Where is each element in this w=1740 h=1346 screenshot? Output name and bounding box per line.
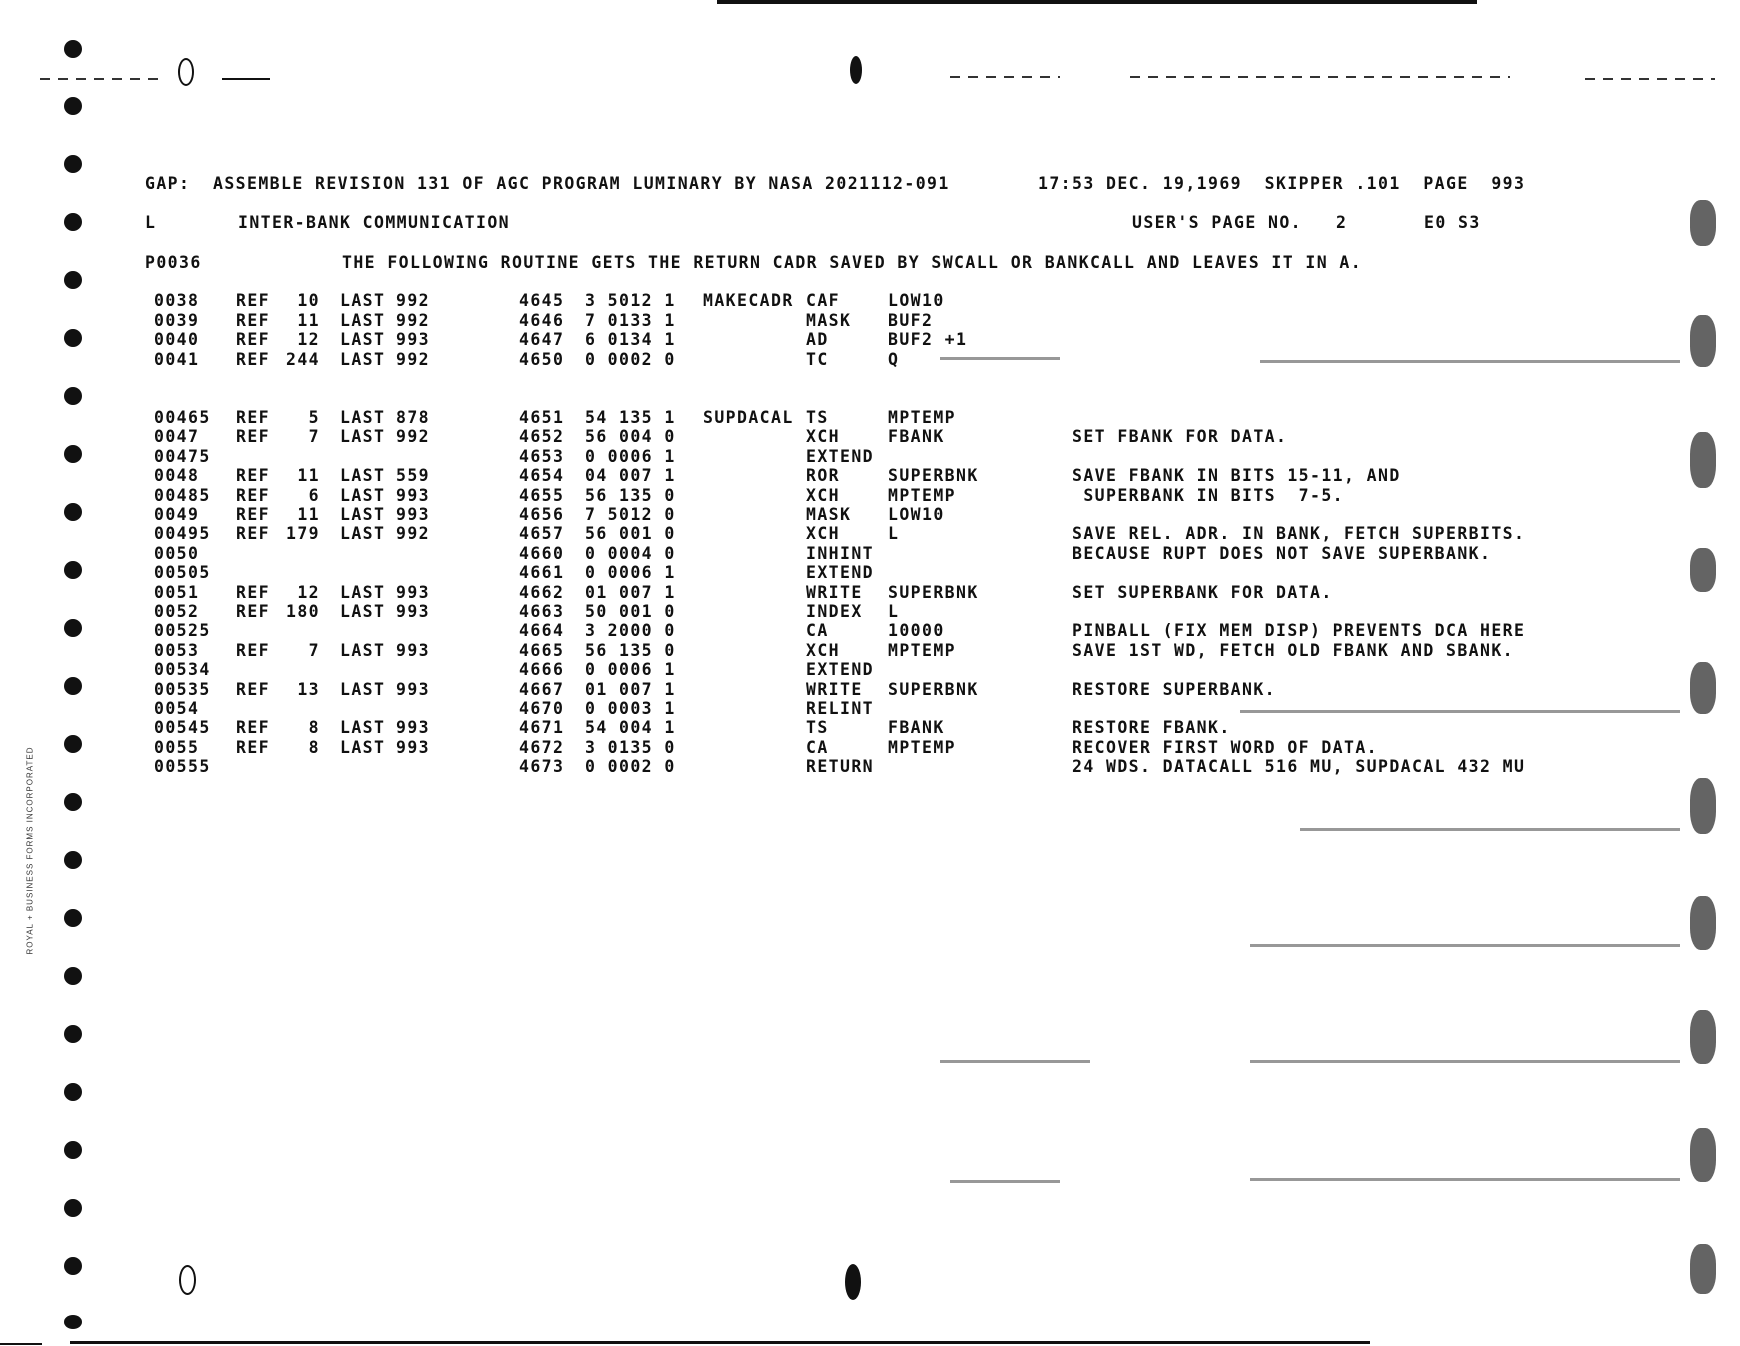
- line-number: 0049: [154, 505, 200, 524]
- address: 4664: [519, 621, 565, 641]
- operand: L: [888, 524, 900, 544]
- address: 4662: [519, 582, 565, 602]
- operand: SUPERBNK: [888, 679, 979, 699]
- comment: SAVE 1ST WD, FETCH OLD FBANK AND SBANK.: [1072, 640, 1515, 660]
- address: 4650: [519, 349, 565, 369]
- operand: MPTEMP: [888, 485, 957, 505]
- ref-count: 12: [297, 330, 320, 349]
- listing-row: [0, 408, 1740, 428]
- last-page: 992: [396, 349, 431, 369]
- registration-mark-top-left: [178, 58, 194, 86]
- machine-code: 56 135 0: [585, 640, 676, 660]
- operand: FBANK: [888, 427, 945, 447]
- ref-keyword: REF: [236, 718, 271, 738]
- machine-code: 3 0135 0: [585, 737, 676, 757]
- last-keyword: LAST: [340, 602, 386, 621]
- line-number: 0048: [154, 466, 200, 486]
- ref-keyword: REF: [236, 291, 271, 310]
- listing-row: [0, 524, 1740, 544]
- binder-hole: [64, 793, 82, 811]
- last-keyword: LAST: [340, 408, 386, 427]
- operand: MPTEMP: [888, 640, 957, 660]
- comment: PINBALL (FIX MEM DISP) PREVENTS DCA HERE: [1072, 621, 1526, 641]
- last-keyword: LAST: [340, 640, 386, 660]
- binder-hole: [64, 851, 82, 869]
- listing-row: [0, 563, 1740, 583]
- opcode: RETURN: [806, 757, 875, 777]
- last-page: 993: [396, 485, 431, 505]
- opcode: EXTEND: [806, 446, 875, 466]
- opcode: CA: [806, 621, 829, 641]
- opcode: ROR: [806, 466, 841, 486]
- line-number: 0041: [154, 349, 200, 369]
- listing-row: [0, 544, 1740, 564]
- comment: SUPERBANK IN BITS 7-5.: [1072, 485, 1345, 505]
- top-rule: [717, 0, 1477, 4]
- binder-hole: [64, 1025, 82, 1043]
- machine-code: 0 0002 0: [585, 757, 676, 777]
- opcode: CA: [806, 737, 829, 757]
- machine-code: 04 007 1: [585, 466, 676, 486]
- last-page: 993: [396, 330, 431, 349]
- section-title: INTER-BANK COMMUNICATION: [238, 213, 511, 232]
- symbol-label: SUPDACAL: [703, 408, 794, 427]
- tear-line-5: [1585, 78, 1715, 80]
- address: 4671: [519, 718, 565, 738]
- address: 4661: [519, 563, 565, 583]
- p-line-number: P0036: [145, 253, 202, 272]
- operand: MPTEMP: [888, 408, 957, 427]
- scan-smudge: [1690, 200, 1716, 246]
- machine-code: 50 001 0: [585, 602, 676, 621]
- comment: RECOVER FIRST WORD OF DATA.: [1072, 737, 1379, 757]
- last-page: 559: [396, 466, 431, 486]
- last-page: 993: [396, 737, 431, 757]
- opcode: WRITE: [806, 582, 863, 602]
- binder-hole: [64, 1199, 82, 1217]
- registration-mark-bottom-center: [845, 1264, 861, 1300]
- ref-count: 5: [308, 408, 320, 427]
- comment: RESTORE SUPERBANK.: [1072, 679, 1277, 699]
- comment: BECAUSE RUPT DOES NOT SAVE SUPERBANK.: [1072, 543, 1492, 563]
- machine-code: 0 0006 1: [585, 660, 676, 680]
- opcode: INHINT: [806, 543, 875, 563]
- eo-code: E0 S3: [1424, 213, 1481, 232]
- line-number: 0038: [154, 291, 200, 310]
- routine-description: THE FOLLOWING ROUTINE GETS THE RETURN CADR SAVED BY SWCALL OR BANKCALL AND LEAVES IT IN A.: [342, 253, 1363, 272]
- last-keyword: LAST: [340, 679, 386, 699]
- last-page: 992: [396, 291, 431, 310]
- ref-keyword: REF: [236, 602, 271, 621]
- last-page: 992: [396, 310, 431, 330]
- operand: SUPERBNK: [888, 582, 979, 602]
- opcode: CAF: [806, 291, 841, 310]
- machine-code: 3 5012 1: [585, 291, 676, 310]
- comment: RESTORE FBANK.: [1072, 718, 1231, 738]
- users-page-number: USER'S PAGE NO. 2: [1132, 213, 1348, 232]
- address: 4673: [519, 757, 565, 777]
- ref-count: 180: [285, 602, 320, 621]
- comment: SAVE FBANK IN BITS 15-11, AND: [1072, 466, 1401, 486]
- ref-keyword: REF: [236, 408, 271, 427]
- ref-keyword: REF: [236, 679, 271, 699]
- binder-hole: [64, 967, 82, 985]
- opcode: EXTEND: [806, 563, 875, 583]
- listing-row: [0, 641, 1740, 661]
- margin-text: ROYAL + BUSINESS FORMS INCORPORATED: [25, 746, 35, 955]
- listing-row: [0, 583, 1740, 603]
- ref-count: 244: [285, 349, 320, 369]
- ref-count: 8: [308, 737, 320, 757]
- address: 4672: [519, 737, 565, 757]
- operand: BUF2: [888, 310, 934, 330]
- comment: SET FBANK FOR DATA.: [1072, 427, 1288, 447]
- address: 4655: [519, 485, 565, 505]
- scan-smudge: [1690, 778, 1716, 834]
- binder-hole: [64, 40, 82, 58]
- opcode: XCH: [806, 640, 841, 660]
- operand: 10000: [888, 621, 945, 641]
- line-number: 00495: [154, 524, 211, 544]
- machine-code: 54 135 1: [585, 408, 676, 427]
- last-keyword: LAST: [340, 466, 386, 486]
- ref-count: 11: [297, 505, 320, 524]
- opcode: XCH: [806, 427, 841, 447]
- scan-noise: [1250, 1060, 1680, 1063]
- comment: SET SUPERBANK FOR DATA.: [1072, 582, 1333, 602]
- address: 4665: [519, 640, 565, 660]
- listing-row: [0, 427, 1740, 447]
- operand: MPTEMP: [888, 737, 957, 757]
- ref-keyword: REF: [236, 505, 271, 524]
- listing-row: [0, 660, 1740, 680]
- line-number: 0040: [154, 330, 200, 349]
- listing-row: [0, 330, 1740, 350]
- listing-row: [0, 738, 1740, 758]
- binder-hole: [64, 1315, 82, 1329]
- opcode: TC: [806, 349, 829, 369]
- binder-hole: [64, 213, 82, 231]
- address: 4660: [519, 543, 565, 563]
- address: 4663: [519, 602, 565, 621]
- last-keyword: LAST: [340, 737, 386, 757]
- listing-row: [0, 505, 1740, 525]
- operand: FBANK: [888, 718, 945, 738]
- line-number: 00485: [154, 485, 211, 505]
- listing-row: [0, 447, 1740, 467]
- ref-keyword: REF: [236, 582, 271, 602]
- line-number: 00525: [154, 621, 211, 641]
- last-keyword: LAST: [340, 485, 386, 505]
- binder-hole: [64, 909, 82, 927]
- tear-line: [40, 78, 160, 80]
- last-keyword: LAST: [340, 349, 386, 369]
- opcode: WRITE: [806, 679, 863, 699]
- last-page: 878: [396, 408, 431, 427]
- last-keyword: LAST: [340, 718, 386, 738]
- address: 4656: [519, 505, 565, 524]
- ref-count: 7: [308, 427, 320, 447]
- listing-timestamp: 17:53 DEC. 19,1969 SKIPPER .101 PAGE 993: [1038, 174, 1526, 193]
- opcode: INDEX: [806, 602, 863, 621]
- last-page: 993: [396, 640, 431, 660]
- ref-keyword: REF: [236, 737, 271, 757]
- line-number: 00475: [154, 446, 211, 466]
- opcode: RELINT: [806, 699, 875, 718]
- binder-hole: [64, 97, 82, 115]
- address: 4670: [519, 699, 565, 718]
- line-number: 00534: [154, 660, 211, 680]
- listing-title: GAP: ASSEMBLE REVISION 131 OF AGC PROGRAM LUMINARY BY NASA 2021112-091: [145, 174, 950, 193]
- machine-code: 01 007 1: [585, 679, 676, 699]
- address: 4647: [519, 330, 565, 349]
- listing-row: [0, 680, 1740, 700]
- ref-count: 13: [297, 679, 320, 699]
- address: 4666: [519, 660, 565, 680]
- last-page: 993: [396, 505, 431, 524]
- scan-smudge: [1690, 1010, 1716, 1064]
- listing-row: [0, 757, 1740, 777]
- scan-smudge: [1690, 896, 1716, 950]
- machine-code: 7 0133 1: [585, 310, 676, 330]
- bottom-rule: [70, 1341, 1370, 1344]
- opcode: XCH: [806, 485, 841, 505]
- last-page: 992: [396, 427, 431, 447]
- last-page: 993: [396, 718, 431, 738]
- listing-row: [0, 699, 1740, 719]
- address: 4652: [519, 427, 565, 447]
- operand: BUF2 +1: [888, 330, 968, 349]
- address: 4646: [519, 310, 565, 330]
- binder-hole: [64, 387, 82, 405]
- line-number: 00505: [154, 563, 211, 583]
- operand: SUPERBNK: [888, 466, 979, 486]
- ref-count: 11: [297, 310, 320, 330]
- address: 4654: [519, 466, 565, 486]
- binder-hole: [64, 1257, 82, 1275]
- scan-smudge: [1690, 1244, 1716, 1294]
- ref-count: 10: [297, 291, 320, 310]
- ref-keyword: REF: [236, 485, 271, 505]
- line-number: 0050: [154, 543, 200, 563]
- tear-line-4: [1130, 76, 1510, 78]
- listing-row: [0, 621, 1740, 641]
- machine-code: 0 0003 1: [585, 699, 676, 718]
- machine-code: 7 5012 0: [585, 505, 676, 524]
- scan-smudge: [1690, 1128, 1716, 1182]
- tear-line-2: [222, 78, 270, 80]
- ref-keyword: REF: [236, 427, 271, 447]
- listing-row: [0, 291, 1740, 311]
- comment: 24 WDS. DATACALL 516 MU, SUPDACAL 432 MU: [1072, 757, 1526, 777]
- listing-flag: L: [145, 213, 157, 232]
- ref-count: 11: [297, 466, 320, 486]
- listing-row: [0, 486, 1740, 506]
- ref-count: 179: [285, 524, 320, 544]
- ref-count: 12: [297, 582, 320, 602]
- opcode: AD: [806, 330, 829, 349]
- last-keyword: LAST: [340, 330, 386, 349]
- line-number: 0053: [154, 640, 200, 660]
- line-number: 00545: [154, 718, 211, 738]
- machine-code: 3 2000 0: [585, 621, 676, 641]
- line-number: 00465: [154, 408, 211, 427]
- ref-keyword: REF: [236, 640, 271, 660]
- last-keyword: LAST: [340, 427, 386, 447]
- scan-noise: [950, 1180, 1060, 1183]
- registration-mark-top-center: [850, 56, 862, 84]
- address: 4657: [519, 524, 565, 544]
- last-page: 993: [396, 582, 431, 602]
- operand: LOW10: [888, 291, 945, 310]
- last-keyword: LAST: [340, 582, 386, 602]
- machine-code: 0 0006 1: [585, 563, 676, 583]
- machine-code: 0 0002 0: [585, 349, 676, 369]
- opcode: XCH: [806, 524, 841, 544]
- registration-mark-bottom-left: [179, 1265, 196, 1295]
- line-number: 0047: [154, 427, 200, 447]
- machine-code: 0 0004 0: [585, 543, 676, 563]
- binder-hole: [64, 1083, 82, 1101]
- ref-keyword: REF: [236, 330, 271, 349]
- address: 4667: [519, 679, 565, 699]
- listing-row: [0, 602, 1740, 622]
- machine-code: 01 007 1: [585, 582, 676, 602]
- operand: LOW10: [888, 505, 945, 524]
- tear-line-3: [950, 76, 1060, 78]
- binder-hole: [64, 155, 82, 173]
- machine-code: 6 0134 1: [585, 330, 676, 349]
- scan-noise: [1250, 1178, 1680, 1181]
- line-number: 0052: [154, 602, 200, 621]
- bottom-left-rule: [0, 1343, 42, 1345]
- line-number: 0051: [154, 582, 200, 602]
- ref-keyword: REF: [236, 466, 271, 486]
- listing-row: [0, 718, 1740, 738]
- ref-count: 8: [308, 718, 320, 738]
- line-number: 0055: [154, 737, 200, 757]
- line-number: 00555: [154, 757, 211, 777]
- machine-code: 56 004 0: [585, 427, 676, 447]
- last-keyword: LAST: [340, 310, 386, 330]
- machine-code: 56 135 0: [585, 485, 676, 505]
- address: 4651: [519, 408, 565, 427]
- machine-code: 54 004 1: [585, 718, 676, 738]
- ref-keyword: REF: [236, 524, 271, 544]
- ref-keyword: REF: [236, 310, 271, 330]
- opcode: TS: [806, 408, 829, 427]
- opcode: MASK: [806, 310, 852, 330]
- comment: SAVE REL. ADR. IN BANK, FETCH SUPERBITS.: [1072, 524, 1526, 544]
- last-keyword: LAST: [340, 524, 386, 544]
- ref-count: 6: [308, 485, 320, 505]
- listing-row: [0, 350, 1740, 370]
- line-number: 0039: [154, 310, 200, 330]
- last-page: 992: [396, 524, 431, 544]
- opcode: TS: [806, 718, 829, 738]
- machine-code: 56 001 0: [585, 524, 676, 544]
- ref-count: 7: [308, 640, 320, 660]
- line-number: 00535: [154, 679, 211, 699]
- last-page: 993: [396, 679, 431, 699]
- scan-noise: [940, 1060, 1090, 1063]
- binder-hole: [64, 1141, 82, 1159]
- listing-row: [0, 466, 1740, 486]
- machine-code: 0 0006 1: [585, 446, 676, 466]
- operand: Q: [888, 349, 900, 369]
- address: 4653: [519, 446, 565, 466]
- last-keyword: LAST: [340, 291, 386, 310]
- opcode: MASK: [806, 505, 852, 524]
- ref-keyword: REF: [236, 349, 271, 369]
- symbol-label: MAKECADR: [703, 291, 794, 310]
- last-page: 993: [396, 602, 431, 621]
- address: 4645: [519, 291, 565, 310]
- scan-noise: [1250, 944, 1680, 947]
- opcode: EXTEND: [806, 660, 875, 680]
- listing-row: [0, 311, 1740, 331]
- scan-noise: [1300, 828, 1680, 831]
- line-number: 0054: [154, 699, 200, 718]
- binder-hole: [64, 271, 82, 289]
- operand: L: [888, 602, 900, 621]
- last-keyword: LAST: [340, 505, 386, 524]
